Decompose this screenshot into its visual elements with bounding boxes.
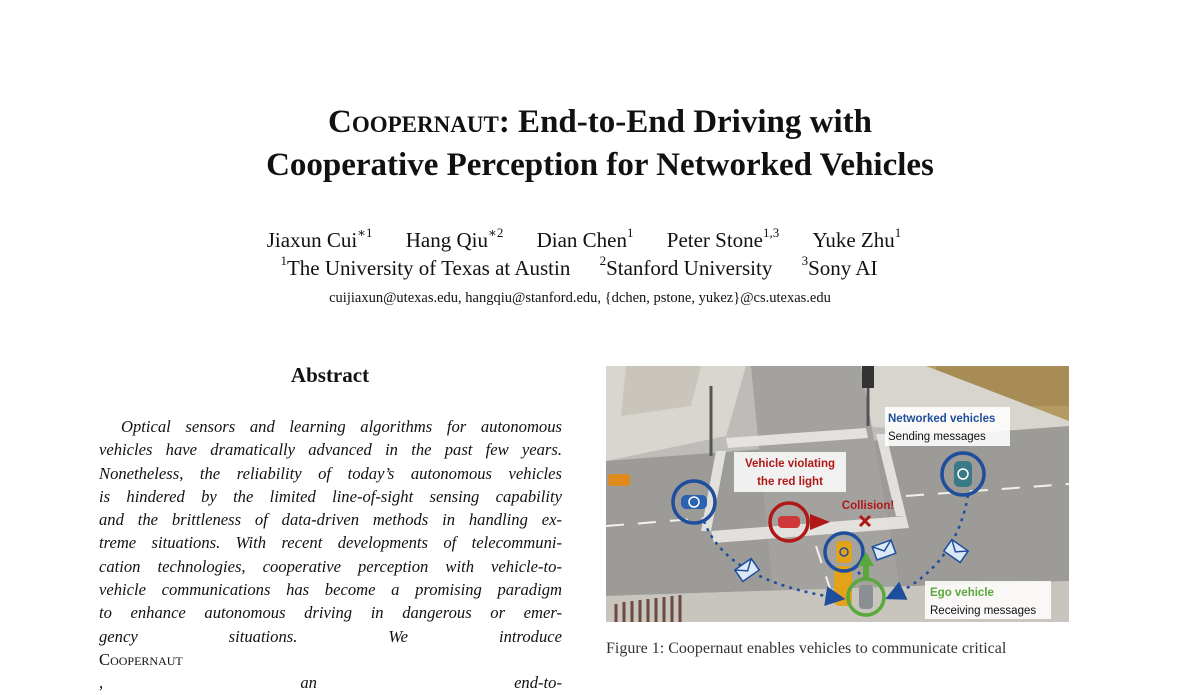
- affiliation: $^2$Stanford University: [599, 253, 773, 280]
- paper-title-line1: [0, 100, 1200, 144]
- author-emails: cuijiaxun@utexas.edu, hangqiu@stanford.edu, {dchen, pstone, yukez}@cs.utexas.edu: [329, 290, 831, 306]
- author: Jiaxun Cui$^{∗1}$: [266, 225, 373, 252]
- abstract-line: gency situations. We introduce Coopernaut , an end-to-: [99, 626, 562, 693]
- figure-caption: Figure 1: Coopernaut enables vehicles to communicate critical: [606, 640, 1007, 657]
- abstract-line: vehicle communications has become a promising paradigm: [99, 580, 562, 600]
- author: Hang Qiu$^{∗2}$: [405, 225, 504, 252]
- ego-vehicle-label: Ego vehicle: [930, 587, 994, 599]
- collision-label: Collision!: [841, 500, 895, 512]
- abstract-line: cation technologies, cooperative perception with vehicle-to-: [99, 556, 562, 576]
- author: Dian Chen$^1$: [536, 225, 634, 252]
- title-rest: : End-to-End Driving with: [498, 104, 872, 140]
- abstract-line: and the brittleness of data-driven methods in handling ex-: [99, 510, 562, 530]
- abstract-line: treme situations. With recent developments of telecommuni-: [99, 533, 562, 553]
- violating-label-line1: Vehicle violating: [744, 458, 836, 470]
- author: Yuke Zhu$^1$: [812, 225, 902, 252]
- abstract-line: vehicles have dramatically advanced in the past few years.: [99, 440, 562, 460]
- abstract-heading: Abstract: [290, 363, 370, 387]
- paper-title-line2: Cooperative Perception for Networked Vehicles: [266, 147, 934, 183]
- violating-label-line2: the red light: [757, 476, 823, 488]
- author: Peter Stone$^{1,3}$: [666, 225, 780, 252]
- abstract-line: Optical sensors and learning algorithms for autonomous: [121, 417, 562, 436]
- intersection-scene: [606, 366, 1069, 622]
- receiving-messages-label: Receiving messages: [930, 605, 1037, 617]
- sending-messages-label: Sending messages: [888, 431, 986, 443]
- affiliation: $^3$Sony AI: [801, 253, 878, 280]
- abstract-line: Nonetheless, the reliability of today’s autonomous vehicles: [99, 463, 562, 483]
- abstract-line: to enhance autonomous driving in dangerous or emer-: [99, 603, 562, 623]
- affiliation-list: [0, 253, 1158, 281]
- figure-1-illustration: [606, 366, 1069, 622]
- affiliation: $^1$The University of Texas at Austin: [280, 253, 571, 280]
- networked-vehicles-label: Networked vehicles: [888, 413, 996, 425]
- abstract-line: is hindered by the limited line-of-sight sensing capability: [99, 486, 562, 506]
- title-system-name: Coopernaut: [328, 104, 499, 140]
- author-list: [0, 225, 1168, 253]
- abstract-body: [99, 415, 562, 695]
